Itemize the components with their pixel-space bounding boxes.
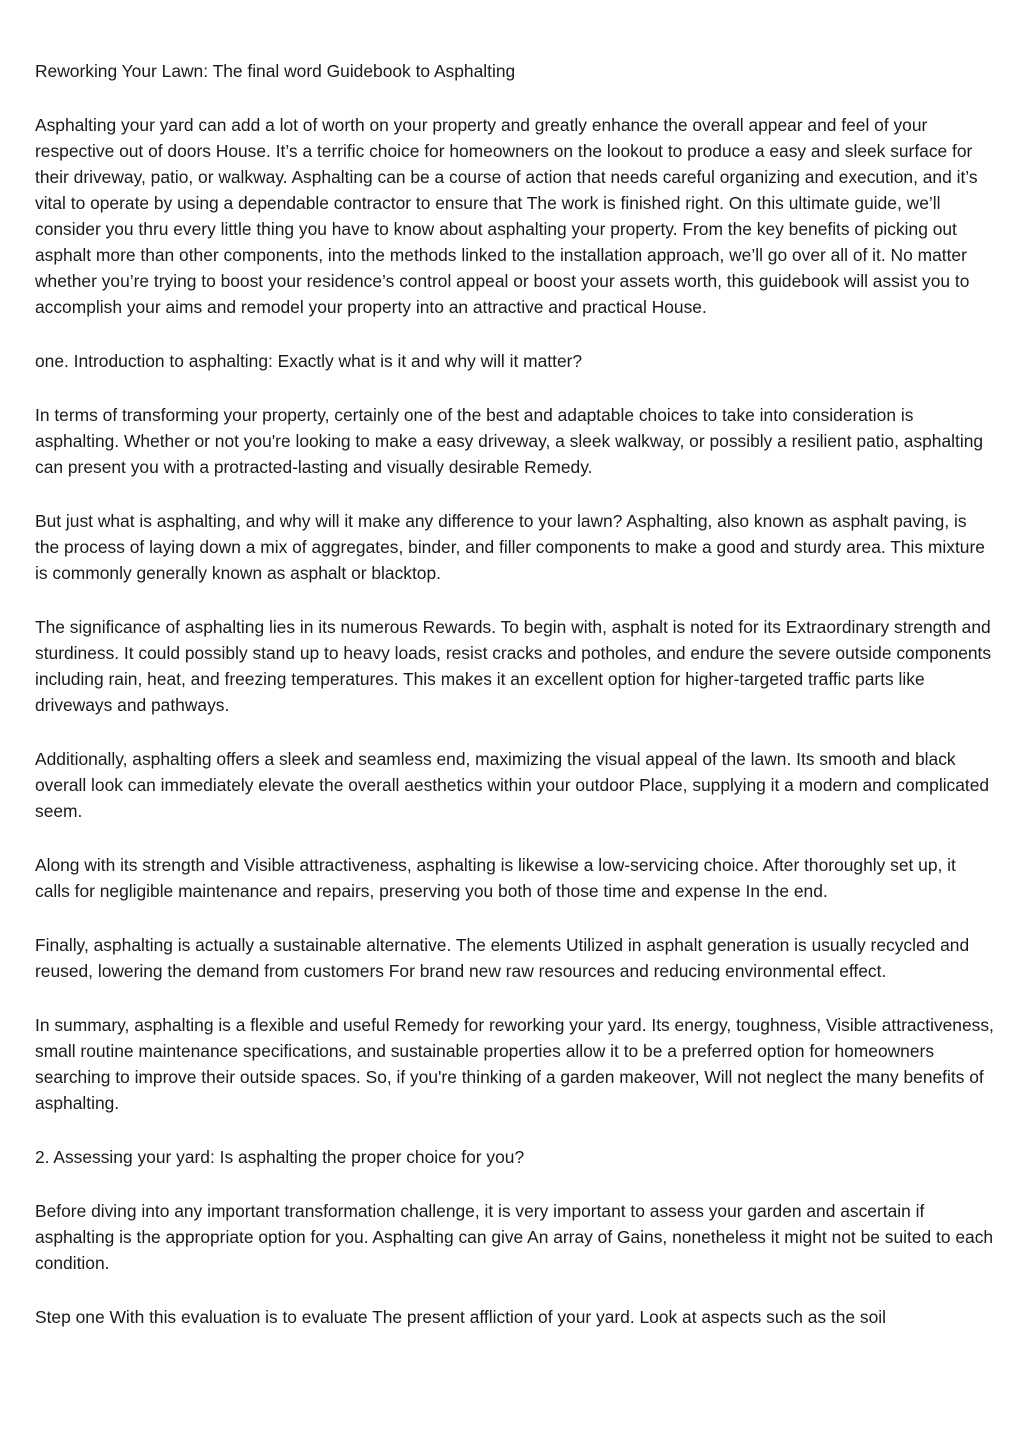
paragraph: Before diving into any important transformation challenge, it is very important to assess your garden and ascertain if asphalting is the appropriate option for you. Asphalting can give An array of Gains, nonetheless it might not be suited to each condition. xyxy=(35,1201,994,1273)
paragraph: Additionally, asphalting offers a sleek and seamless end, maximizing the visual appeal of the lawn. Its smooth and black overall look can immediately elevate the overall aesthetics within your outdoor Place, supplying it a modern and complicated seem. xyxy=(35,749,990,821)
paragraph: The significance of asphalting lies in its numerous Rewards. To begin with, asphalt is noted for its Extraordinary strength and sturdiness. It could possibly stand up to heavy loads, resist cracks and potholes, and endure the severe outside components including rain, heat, and freezing temperatures. This makes it an excellent option for higher-targeted traffic parts like driveways and pathways. xyxy=(35,617,992,715)
paragraph: But just what is asphalting, and why will it make any difference to your lawn? Asphalting, also known as asphalt paving, is the process of laying down a mix of aggregates, binder, and filler components to make a good and sturdy area. This mixture is commonly generally known as asphalt or blacktop. xyxy=(35,511,985,583)
paragraph: In summary, asphalting is a flexible and useful Remedy for reworking your yard. Its energy, toughness, Visible attractiveness, small routine maintenance specifications, and sustainable properties allow it to be a preferred option for homeowners searching to improve their outside spaces. So, if you're thinking of a garden makeover, Will not neglect the many benefits of asphalting. xyxy=(35,1015,994,1113)
paragraph: Along with its strength and Visible attractiveness, asphalting is likewise a low-servicing choice. After thoroughly set up, it calls for negligible maintenance and repairs, preserving you both of those time and expense In the end. xyxy=(35,855,956,901)
paragraph: In terms of transforming your property, certainly one of the best and adaptable choices to take into consideration is asphalting. Whether or not you're looking to make a easy driveway, a sleek walkway, or possibly a resilient patio, asphalting can present you with a protracted-lasting and visually desirable Remedy. xyxy=(35,405,984,477)
section-heading-1: one. Introduction to asphalting: Exactly what is it and why will it matter? xyxy=(35,351,583,371)
document-title: Reworking Your Lawn: The final word Guidebook to Asphalting xyxy=(35,61,516,81)
paragraph-intro: Asphalting your yard can add a lot of worth on your property and greatly enhance the overall appear and feel of your respective out of doors House. It’s a terrific choice for homeowners on the lookout to produce a easy and sleek surface for their driveway, patio, or walkway. Asphalting can be a course of action that needs careful organizing and execution, and it’s vital to operate by using a dependable contractor to ensure that The work is finished right. On this ultimate guide, we’ll consider you thru every little thing you have to know about asphalting your property. From the key benefits of picking out asphalt more than other components, into the methods linked to the installation approach, we’ll go over all of it. No matter whether you’re trying to boost your residence’s control appeal or boost your assets worth, this guidebook will assist you to accomplish your aims and remodel your property into an attractive and practical House. xyxy=(35,115,978,317)
paragraph: Finally, asphalting is actually a sustainable alternative. The elements Utilized in asphalt generation is usually recycled and reused, lowering the demand from customers For brand new raw resources and reducing environmental effect. xyxy=(35,935,970,981)
paragraph: Step one With this evaluation is to evaluate The present affliction of your yard. Look at aspects such as the soil xyxy=(35,1307,887,1327)
section-heading-2: 2. Assessing your yard: Is asphalting the proper choice for you? xyxy=(35,1147,525,1167)
document-page xyxy=(35,58,995,1358)
